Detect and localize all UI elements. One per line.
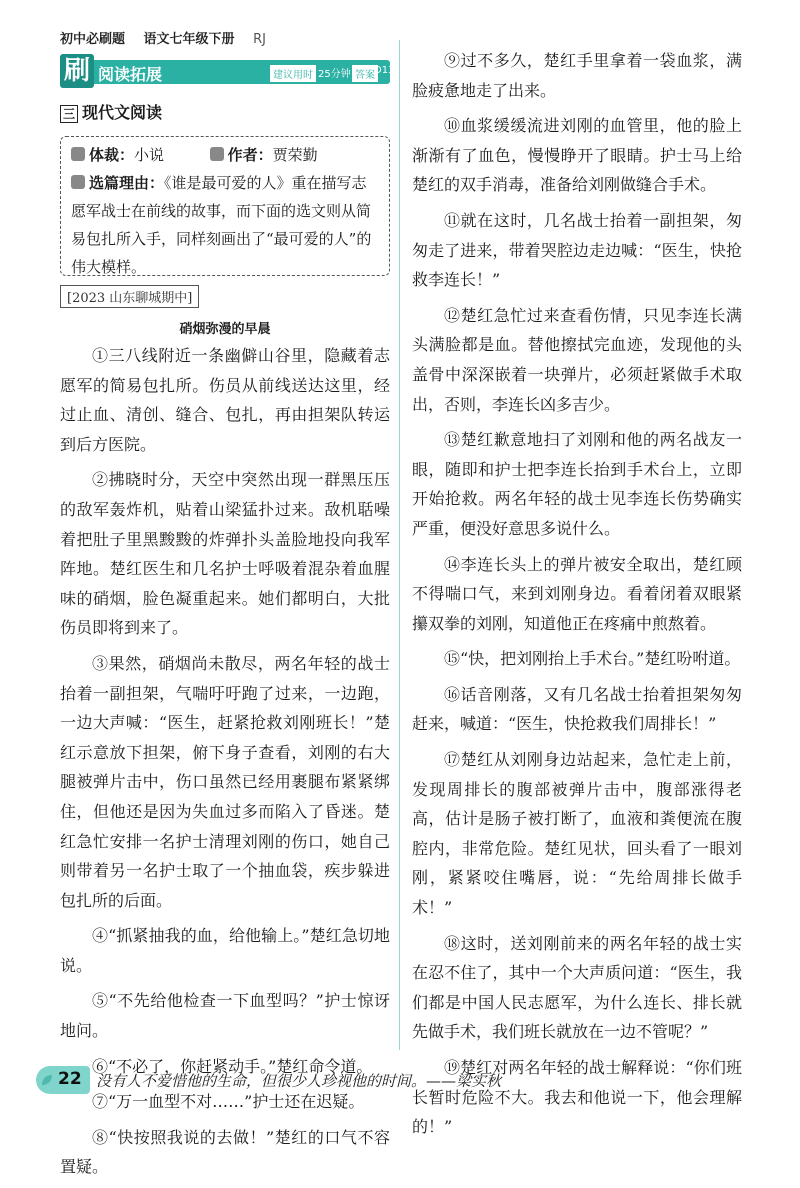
reason-label: 选篇理由：	[89, 174, 165, 192]
genre-icon	[71, 147, 85, 161]
page-number: 22	[58, 1069, 82, 1089]
paragraph: ①三八线附近一条幽僻山谷里，隐藏着志愿军的简易包扎所。伤员从前线送达这里，经过止血、清创、缝合、包扎，再由担架队转运到后方医院。	[60, 346, 390, 454]
section-title: 现代文阅读	[82, 103, 163, 122]
section-heading	[60, 100, 162, 123]
paragraph: ⑰楚红从刘刚身边站起来，急忙走上前，发现周排长的腹部被弹片击中，腹部涨得老高，估计是肠子被打断了，血液和粪便流在腹腔内，非常危险。楚红见状，回头看了一眼刘刚，紧紧咬住嘴唇，说：“先给周排长做手术！”	[412, 750, 742, 918]
paragraph: ⑱这时，送刘刚前来的两名年轻的战士实在忍不住了，其中一个大声质问道：“医生，我们都是中国人民志愿军，为什么连长、排长就先做手术，我们班长就放在一边不管呢？”	[412, 933, 742, 1042]
paragraph: ⑯话音刚落，又有几名战士抬着担架匆匆赶来，喊道：“医生，快抢救我们周排长！”	[412, 684, 742, 734]
answer-ref: D13	[374, 65, 395, 76]
left-column	[60, 341, 390, 1188]
time-label: 建议用时	[270, 65, 316, 82]
page-header	[60, 28, 280, 47]
reason-icon	[71, 175, 85, 189]
paragraph: ⑦“万一血型不对……”护士还在迟疑。	[92, 1092, 365, 1112]
edition-label: RJ	[253, 32, 266, 47]
section-number: 三	[60, 105, 78, 123]
paragraph: ②拂晓时分，天空中突然出现一群黑压压的敌军轰炸机，贴着山梁猛扑过来。敌机聒噪着把肚子里黑黢黢的炸弹扑头盖脸地投向我军阵地。楚红医生和几名护士呼吸着混杂着血腥味的硝烟，脸色凝重起来。她们都明白，大批伤员即将到来了。	[60, 470, 390, 638]
paragraph: ⑧“快按照我说的去做！”楚红的口气不容置疑。	[60, 1127, 390, 1177]
author-label: 作者：	[227, 146, 273, 164]
time-value: 25分钟	[318, 69, 351, 80]
paragraph: ⑮“快，把刘刚抬上手术台。”楚红吩咐道。	[444, 649, 741, 669]
reason-block	[71, 169, 379, 281]
passage-title: 硝烟弥漫的早晨	[179, 322, 271, 337]
right-column	[412, 46, 742, 1148]
info-box	[60, 136, 390, 276]
paragraph: ④“抓紧抽我的血，给他输上。”楚红急切地说。	[60, 926, 390, 975]
subject-name: 语文七年级下册	[143, 32, 235, 47]
genre-label: 体裁：	[89, 146, 135, 164]
column-divider	[399, 40, 400, 1050]
paragraph: ⑪就在这时，几名战士抬着一副担架，匆匆走了进来，带着哭腔边走边喊：“医生，快抢救李连长！”	[412, 210, 742, 290]
genre-value: 小说	[134, 146, 165, 164]
paragraph: ⑫楚红急忙过来查看伤情，只见李连长满头满脸都是血。替他擦拭完血迹，发现他的头盖骨中深深嵌着一块弹片，必须赶紧做手术取出，否则，李连长凶多吉少。	[412, 305, 742, 414]
title-bar-title: 阅读拓展	[98, 65, 163, 84]
paragraph: ⑬楚红歉意地扫了刘刚和他的两名战友一眼，随即和护士把李连长抬到手术台上，立即开始抢救。两名年轻的战士见李连长伤势确实严重，便没好意思多说什么。	[412, 430, 742, 538]
answer-label: 答案	[352, 65, 378, 82]
reason-text: 《谁是最可爱的人》重在描写志愿军战士在前线的故事，而下面的选文则从简易包扎所入手，同样刻画出了“最可爱的人”的伟大模样。	[71, 174, 372, 276]
paragraph: ⑩血浆缓缓流进刘刚的血管里，他的脸上渐渐有了血色，慢慢睁开了眼睛。护士马上给楚红的双手消毒，准备给刘刚做缝合手术。	[412, 116, 742, 195]
genre-author-row	[71, 141, 379, 169]
leaf-icon	[40, 1073, 54, 1087]
author-value: 贾荣勤	[272, 146, 318, 164]
paragraph: ⑲楚红对两名年轻的战士解释说：“你们班长暂时危险不大。我去和他说一下，他会理解的！”	[412, 1058, 742, 1137]
paragraph: ⑥“不必了，你赶紧动手。”楚红命令道。	[92, 1056, 373, 1076]
paragraph: ⑭李连长头上的弹片被安全取出，楚红顾不得喘口气，来到刘刚身边。看着闭着双眼紧攥双拳的刘刚，知道他正在疼痛中煎熬着。	[412, 554, 742, 633]
paragraph: ⑤“不先给他检查一下血型吗？”护士惊讶地问。	[60, 991, 390, 1041]
footer-quote: 没有人不爱惜他的生命，但很少人珍视他的时间。——梁实秋	[96, 1072, 502, 1090]
paragraph: ⑨过不多久，楚红手里拿着一袋血浆，满脸疲惫地走了出来。	[412, 51, 742, 100]
series-name: 初中必刷题	[60, 32, 126, 47]
section-title-bar	[60, 56, 395, 86]
source-tag: [2023 山东聊城期中]	[60, 285, 199, 308]
author-icon	[210, 147, 224, 161]
page-footer	[36, 1066, 606, 1096]
brush-logo: 刷	[60, 54, 94, 88]
paragraph: ③果然，硝烟尚未散尽，两名年轻的战士抬着一副担架，气喘吁吁跑了过来，一边跑，一边大声喊：“医生，赶紧抢救刘刚班长！”楚红示意放下担架，俯下身子查看，刘刚的右大腿被弹片击中，伤口虽然已经用裹腿布紧紧绑住，但他还是因为失血过多而陷入了昏迷。楚红急忙安排一名护士清理刘刚的伤口，她自己则带着另一名护士取了一个抽血袋，疾步躲进包扎所的后面。	[60, 653, 390, 910]
